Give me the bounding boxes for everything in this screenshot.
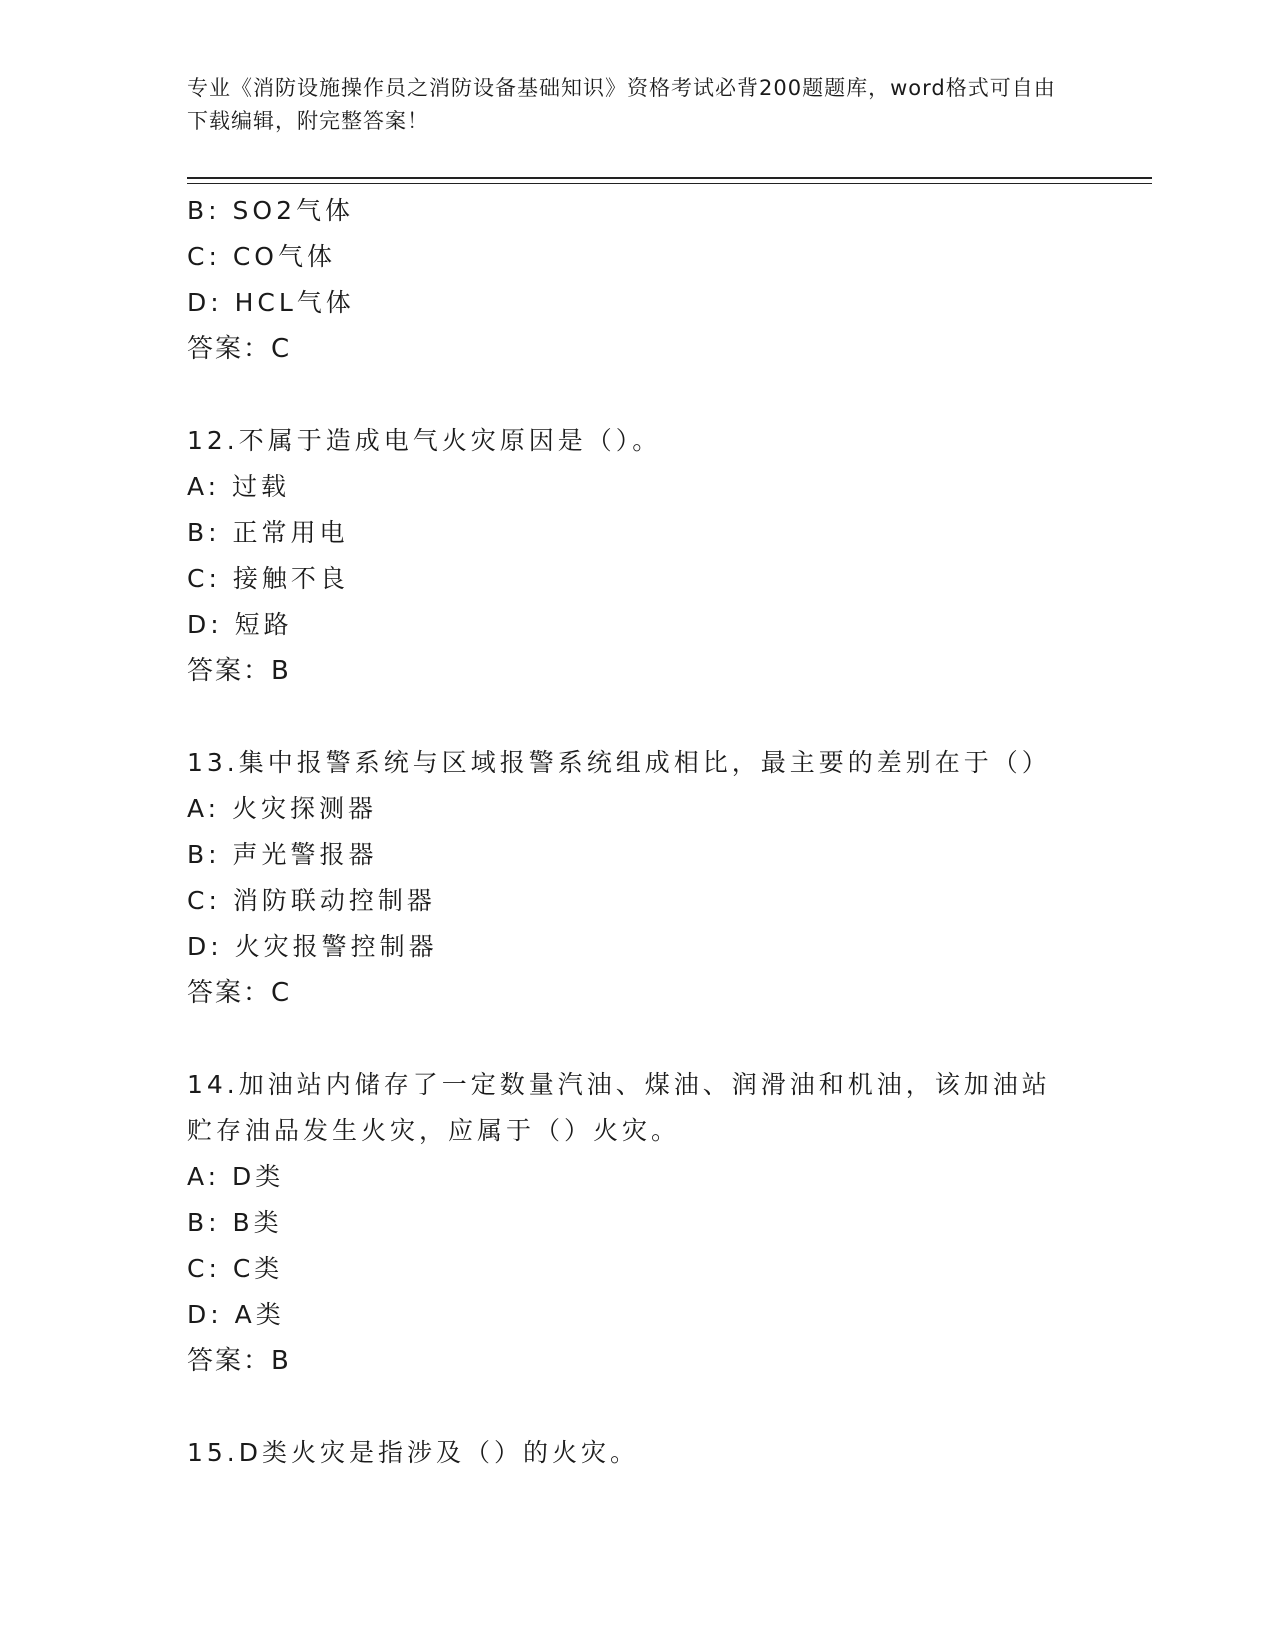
question-12 bbox=[187, 418, 1087, 694]
option-d: D: 短路 bbox=[187, 610, 293, 639]
answer-line: 答案：B bbox=[187, 656, 291, 686]
question-14 bbox=[187, 1062, 1087, 1384]
header-rule-thin bbox=[187, 183, 1152, 184]
question-title: 15.D类火灾是指涉及（）的火灾。 bbox=[187, 1438, 640, 1467]
option-b: B: 正常用电 bbox=[187, 518, 349, 547]
answer-line: 答案：B bbox=[187, 1346, 291, 1376]
question-13 bbox=[187, 740, 1087, 1016]
spacer bbox=[187, 694, 1087, 740]
question-15 bbox=[187, 1430, 1087, 1476]
option-d: D: A类 bbox=[187, 1300, 285, 1329]
option-a: A: 火灾探测器 bbox=[187, 794, 378, 823]
answer-line: 答案：C bbox=[187, 978, 292, 1008]
prev-question bbox=[187, 188, 1087, 372]
document-header: 专业《消防设施操作员之消防设备基础知识》资格考试必背200题题库，word格式可自由下载编辑，附完整答案！ bbox=[187, 76, 1056, 133]
option-c: C: CO气体 bbox=[187, 242, 336, 271]
question-title: 14.加油站内储存了一定数量汽油、煤油、润滑油和机油，该加油站贮存油品发生火灾，应属于（）火灾。 bbox=[187, 1070, 1051, 1145]
question-content bbox=[187, 188, 1087, 1476]
answer-line: 答案：C bbox=[187, 334, 292, 364]
header-rule-thick bbox=[187, 177, 1152, 179]
question-title: 13.集中报警系统与区域报警系统组成相比，最主要的差别在于（） bbox=[187, 748, 1051, 777]
option-c: C: 接触不良 bbox=[187, 564, 349, 593]
spacer bbox=[187, 372, 1087, 418]
option-a: A: 过载 bbox=[187, 472, 291, 501]
spacer bbox=[187, 1384, 1087, 1430]
option-b: B: 声光警报器 bbox=[187, 840, 378, 869]
option-d: D: 火灾报警控制器 bbox=[187, 932, 438, 961]
spacer bbox=[187, 1016, 1087, 1062]
option-c: C: C类 bbox=[187, 1254, 284, 1283]
option-b: B: SO2气体 bbox=[187, 196, 354, 225]
option-c: C: 消防联动控制器 bbox=[187, 886, 436, 915]
option-d: D: HCL气体 bbox=[187, 288, 355, 317]
option-a: A: D类 bbox=[187, 1162, 285, 1191]
question-title: 12.不属于造成电气火灾原因是（）。 bbox=[187, 426, 662, 455]
option-b: B: B类 bbox=[187, 1208, 283, 1237]
